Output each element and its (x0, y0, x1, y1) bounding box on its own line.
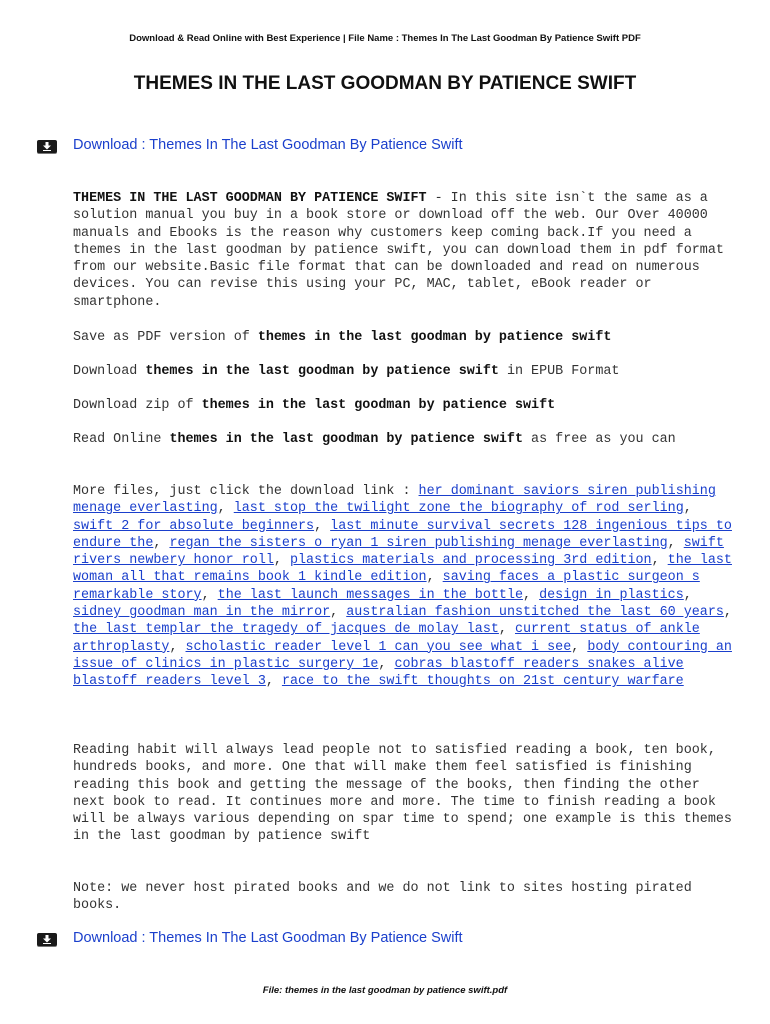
more-files-link[interactable]: race to the swift thoughts on 21st century warfare (281, 674, 684, 690)
more-files-link[interactable]: the last woman all that remains book 1 kindle edition (73, 553, 732, 586)
more-files-link[interactable]: sidney goodman man in the mirror (73, 605, 331, 621)
epub-bold: themes in the last goodman by patience swift (145, 364, 499, 379)
page-footer: File: themes in the last goodman by patience swift.pdf (262, 985, 508, 996)
more-files-prefix: More files, just click the download link : (73, 484, 419, 499)
download-icon[interactable] (37, 140, 57, 153)
more-files-link[interactable]: plastics materials and processing 3rd edition (289, 553, 652, 569)
note-paragraph: Note: we never host pirated books and we do not link to sites hosting pirated books. (73, 881, 692, 914)
more-files-link[interactable]: saving faces a plastic surgeon s remarkable story (73, 570, 700, 603)
more-files-link[interactable]: swift 2 for absolute beginners (73, 518, 315, 534)
epub-line (73, 363, 733, 380)
more-files-link[interactable]: her dominant saviors siren publishing menage everlasting (73, 484, 716, 517)
more-files-link[interactable]: the last templar the tragedy of jacques de molay last (73, 622, 499, 638)
read-online-line (73, 431, 733, 448)
intro-paragraph (73, 190, 733, 311)
download-link-top[interactable]: Download : Themes In The Last Goodman By Patience Swift (73, 137, 463, 153)
more-files-links: her dominant saviors siren publishing menage everlasting, last stop the twilight zone the biography of rod serling, swift 2 for absolute beginners, last minute survival secrets 128 ingenious tips to endure the, regan the sisters o ryan 1 siren publishing menage everlasting, swift rivers newbery honor roll, plastics materials and processing 3rd edition, the last woman all that remains book 1 kindle edition, saving faces a plastic surgeon s remarkable story, the last launch messages in the bottle, design in plastics, sidney goodman man in the mirror, australian fashion unstitched the last 60 years, the last templar the tragedy of jacques de molay last, current status of ankle arthroplasty, scholastic reader level 1 can you see what i see, body contouring an issue of clinics in plastic surgery 1e, cobras blastoff readers snakes alive blastoff readers level 3, race to the swift thoughts on 21st century warfare (73, 484, 732, 690)
zip-prefix: Download zip of (73, 398, 202, 413)
epub-prefix: Download (73, 364, 146, 379)
more-files-link[interactable]: scholastic reader level 1 can you see what i see (185, 639, 572, 655)
document-title: THEMES IN THE LAST GOODMAN BY PATIENCE SWIFT (133, 73, 637, 94)
intro-text: - In this site isn`t the same as a solution manual you buy in a book store or download off the web. Our Over 40000 manuals and Ebooks is the reason why customers keep coming back.If you need a themes in the last goodman by patience swift, you can download them in pdf format from our website.Basic file format that can be downloaded and read on numerous devices. You can revise this using your PC, MAC, tablet, eBook reader or smartphone. (73, 191, 724, 310)
read-online-suffix: as free as you can (523, 432, 676, 447)
more-files-paragraph (73, 483, 733, 691)
intro-bold-title: THEMES IN THE LAST GOODMAN BY PATIENCE SWIFT (73, 191, 427, 206)
download-link-bottom[interactable]: Download : Themes In The Last Goodman By Patience Swift (73, 930, 463, 946)
more-files-link[interactable]: swift rivers newbery honor roll (73, 535, 724, 569)
more-files-link[interactable]: australian fashion unstitched the last 60 years (346, 605, 724, 621)
reading-habit-paragraph: Reading habit will always lead people not to satisfied reading a book, ten book, hundreds books, and more. One that will make them feel satisfied is finishing reading this book and getting the message of the books, then finding the other next book to read. It continues more and more. The time to finish reading a book will be always various depending on spar time to spend; one example is this themes in the last goodman by patience swift (73, 743, 732, 845)
more-files-link[interactable]: last minute survival secrets 128 ingenious tips to endure the (73, 518, 732, 551)
page-header: Download & Read Online with Best Experience | File Name : Themes In The Last Goodman By Patience Swift PDF (129, 33, 641, 44)
more-files-link[interactable]: cobras blastoff readers snakes alive blastoff readers level 3 (73, 656, 684, 690)
more-files-link[interactable]: last stop the twilight zone the biography of rod serling (233, 501, 684, 517)
more-files-link[interactable]: regan the sisters o ryan 1 siren publishing menage everlasting (169, 535, 668, 551)
save-pdf-prefix: Save as PDF version of (73, 330, 258, 345)
download-icon[interactable] (37, 933, 57, 946)
more-files-link[interactable]: design in plastics (539, 587, 684, 603)
zip-bold: themes in the last goodman by patience swift (201, 398, 556, 413)
more-files-link[interactable]: current status of ankle arthroplasty (73, 622, 700, 655)
read-online-prefix: Read Online (73, 432, 170, 447)
epub-suffix: in EPUB Format (498, 364, 620, 379)
save-pdf-line (73, 329, 733, 346)
more-files-link[interactable]: the last launch messages in the bottle (217, 587, 524, 603)
zip-line (73, 397, 733, 414)
read-online-bold: themes in the last goodman by patience swift (169, 432, 524, 447)
more-files-link[interactable]: body contouring an issue of clinics in plastic surgery 1e (73, 639, 732, 672)
save-pdf-bold: themes in the last goodman by patience swift (257, 330, 612, 345)
